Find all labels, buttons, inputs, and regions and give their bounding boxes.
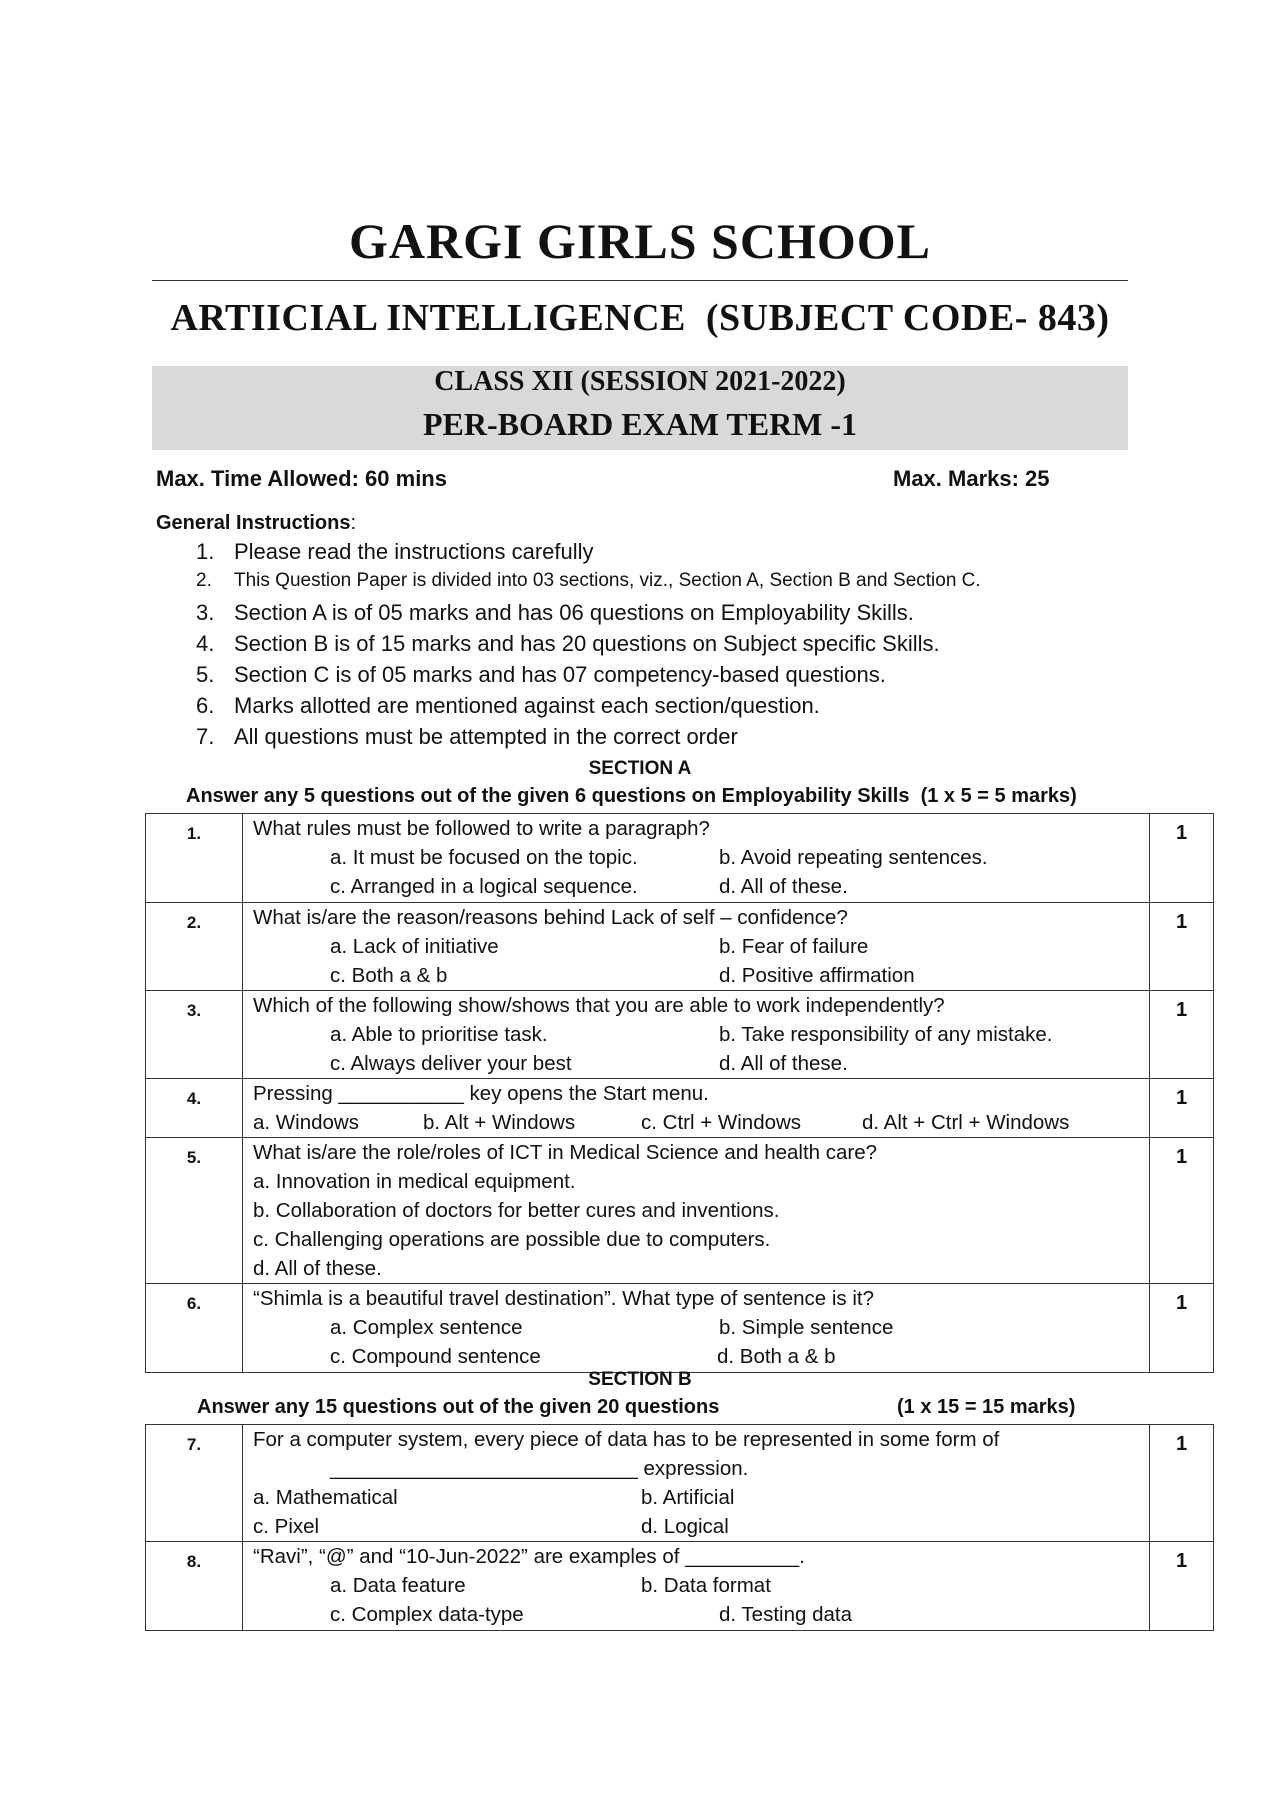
section-b-instruction: Answer any 15 questions out of the given 20 questions <box>197 1396 720 1418</box>
question-body <box>243 1284 1150 1373</box>
instruction-item: 7. All questions must be attempted in the correct order <box>196 724 738 749</box>
instruction-item: 5. Section C is of 05 marks and has 07 competency-based questions. <box>196 662 886 687</box>
question-marks: 1 <box>1150 1138 1214 1284</box>
question-number: 5. <box>146 1138 243 1284</box>
class-session: CLASS XII (SESSION 2021-2022) <box>434 366 846 397</box>
option: b. Collaboration of doctors for better cures and inventions. <box>253 1199 780 1222</box>
section-b-marks-note: (1 x 15 = 15 marks) <box>897 1396 1076 1418</box>
question-row <box>146 1079 1214 1138</box>
question-text: For a computer system, every piece of data has to be represented in some form of <box>253 1428 1000 1451</box>
question-number: 3. <box>146 991 243 1079</box>
question-body <box>243 903 1150 991</box>
question-marks: 1 <box>1150 1284 1214 1373</box>
option: c. Always deliver your best <box>330 1052 572 1075</box>
question-body <box>243 1425 1150 1542</box>
option: c. Compound sentence <box>330 1345 541 1368</box>
question-text-continued: ___________________________ expression. <box>330 1457 749 1480</box>
question-marks: 1 <box>1150 1425 1214 1542</box>
option: c. Both a & b <box>330 964 448 987</box>
max-marks: Max. Marks: 25 <box>893 466 1050 491</box>
question-body <box>243 1079 1150 1138</box>
question-number: 8. <box>146 1542 243 1631</box>
question-number: 1. <box>146 814 243 903</box>
option: b. Simple sentence <box>719 1316 894 1339</box>
title-divider <box>152 280 1128 281</box>
question-text: “Ravi”, “@” and “10-Jun-2022” are examples of __________. <box>253 1545 805 1568</box>
instruction-item: 4. Section B is of 15 marks and has 20 questions on Subject specific Skills. <box>196 631 940 656</box>
option: a. Innovation in medical equipment. <box>253 1170 576 1193</box>
option: d. Both a & b <box>717 1345 836 1368</box>
option: d. Logical <box>641 1515 729 1538</box>
question-number: 6. <box>146 1284 243 1373</box>
subject-title: ARTIICIAL INTELLIGENCE (SUBJECT CODE- 843) <box>170 297 1110 339</box>
option: b. Take responsibility of any mistake. <box>719 1023 1053 1046</box>
section-b-table <box>145 1424 1214 1631</box>
option: d. All of these. <box>719 875 848 898</box>
question-body <box>243 991 1150 1079</box>
question-row <box>146 903 1214 991</box>
question-text: What rules must be followed to write a paragraph? <box>253 817 710 840</box>
question-number: 7. <box>146 1425 243 1542</box>
option: a. Complex sentence <box>330 1316 523 1339</box>
option: b. Fear of failure <box>719 935 869 958</box>
option: d. All of these. <box>253 1257 382 1280</box>
option: c. Complex data-type <box>330 1603 524 1626</box>
question-body <box>243 1138 1150 1284</box>
option: a. Windows <box>253 1111 359 1134</box>
question-row <box>146 1284 1214 1373</box>
option: b. Data format <box>641 1574 771 1597</box>
question-row <box>146 1542 1214 1631</box>
option: c. Challenging operations are possible due to computers. <box>253 1228 771 1251</box>
section-a-heading: SECTION A <box>588 758 692 779</box>
question-text: What is/are the reason/reasons behind Lack of self – confidence? <box>253 906 848 929</box>
option: c. Arranged in a logical sequence. <box>330 875 638 898</box>
instruction-item: 3. Section A is of 05 marks and has 06 questions on Employability Skills. <box>196 600 914 625</box>
question-row <box>146 1138 1214 1284</box>
instruction-item: 1. Please read the instructions carefully <box>196 539 594 564</box>
exam-title: PER-BOARD EXAM TERM -1 <box>422 406 858 442</box>
section-a-table <box>145 813 1214 1373</box>
general-instructions-title: General Instructions: <box>156 512 357 534</box>
question-body <box>243 1542 1150 1631</box>
question-text: “Shimla is a beautiful travel destination”. What type of sentence is it? <box>253 1287 875 1310</box>
question-row <box>146 991 1214 1079</box>
option: c. Pixel <box>253 1515 320 1538</box>
option: d. Testing data <box>719 1603 852 1626</box>
question-text: Which of the following show/shows that you are able to work independently? <box>253 994 945 1017</box>
question-marks: 1 <box>1150 903 1214 991</box>
option: a. Lack of initiative <box>330 935 499 958</box>
option: d. All of these. <box>719 1052 848 1075</box>
question-body <box>243 814 1150 903</box>
question-marks: 1 <box>1150 1079 1214 1138</box>
question-marks: 1 <box>1150 1542 1214 1631</box>
option: a. Data feature <box>330 1574 466 1597</box>
instruction-item: 2. This Question Paper is divided into 03 sections, viz., Section A, Section B and Section C. <box>196 570 981 591</box>
option: b. Avoid repeating sentences. <box>719 846 988 869</box>
option: a. It must be focused on the topic. <box>330 846 638 869</box>
school-name: GARGI GIRLS SCHOOL <box>348 213 931 269</box>
option: a. Able to prioritise task. <box>330 1023 548 1046</box>
question-text: Pressing ___________ key opens the Start menu. <box>253 1082 709 1105</box>
question-number: 4. <box>146 1079 243 1138</box>
option: d. Alt + Ctrl + Windows <box>862 1111 1070 1134</box>
option: b. Alt + Windows <box>423 1111 576 1134</box>
question-row <box>146 1425 1214 1542</box>
section-a-instruction: Answer any 5 questions out of the given 6 questions on Employability Skills (1 x 5 = 5 marks) <box>186 785 1077 807</box>
option: c. Ctrl + Windows <box>641 1111 802 1134</box>
option: a. Mathematical <box>253 1486 398 1509</box>
instruction-item: 6. Marks allotted are mentioned against each section/question. <box>196 693 820 718</box>
question-marks: 1 <box>1150 991 1214 1079</box>
max-time: Max. Time Allowed: 60 mins <box>156 466 447 491</box>
question-number: 2. <box>146 903 243 991</box>
question-marks: 1 <box>1150 814 1214 903</box>
question-text: What is/are the role/roles of ICT in Medical Science and health care? <box>253 1141 878 1164</box>
option: d. Positive affirmation <box>719 964 915 987</box>
question-row <box>146 814 1214 903</box>
option: b. Artificial <box>641 1486 735 1509</box>
section-b-heading: SECTION B <box>588 1369 692 1390</box>
